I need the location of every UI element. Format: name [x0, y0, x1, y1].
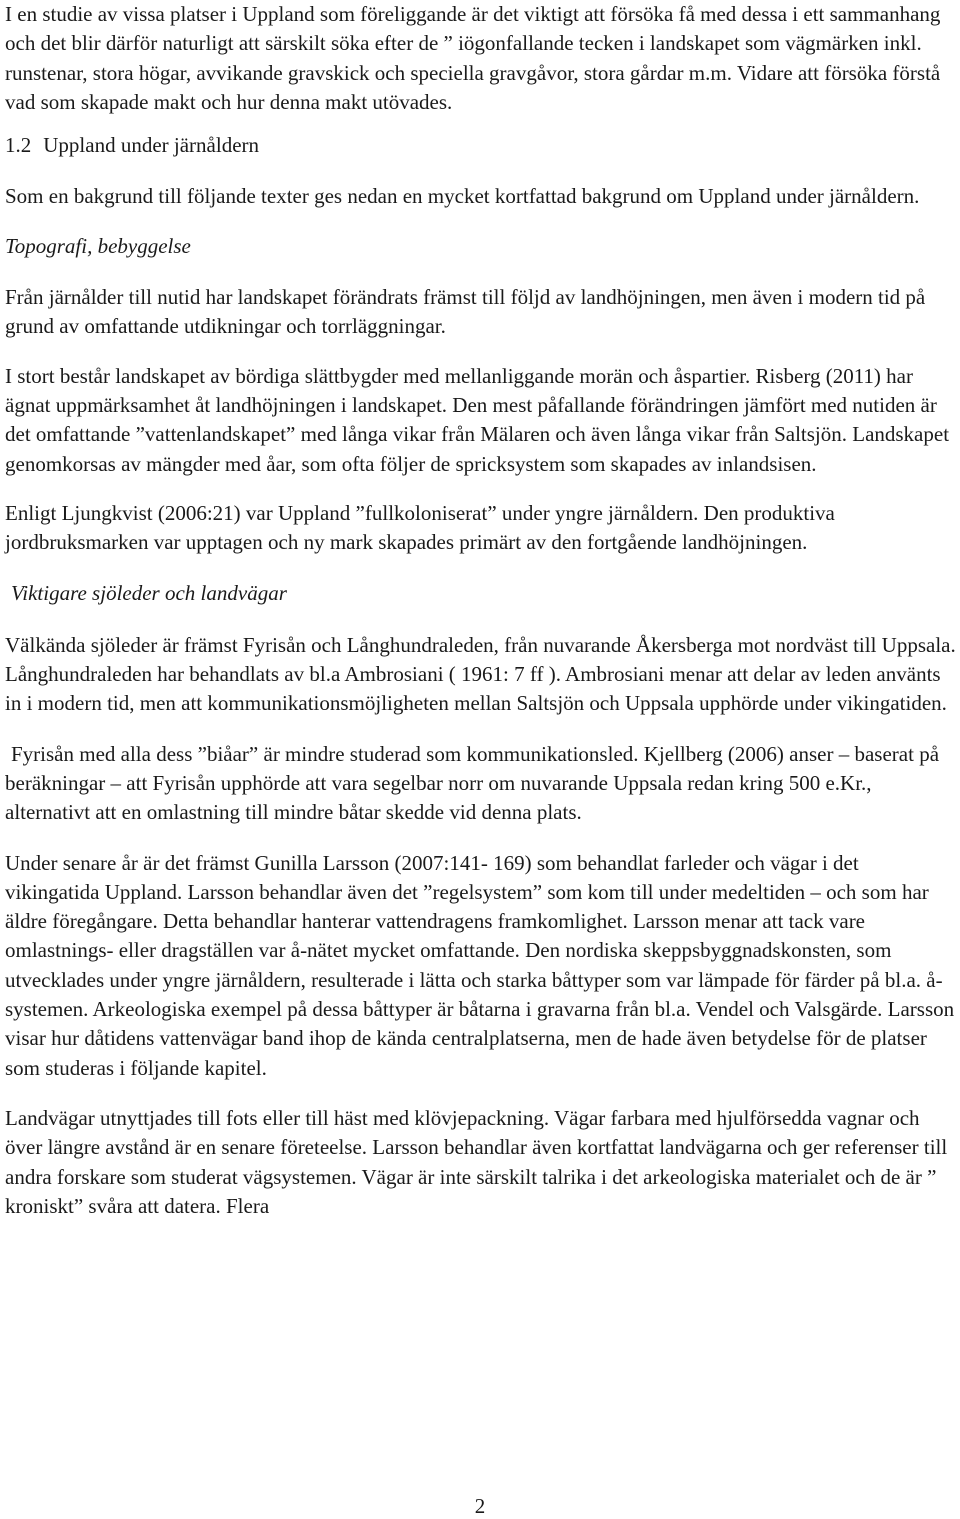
topografi-heading: Topografi, bebyggelse [5, 233, 191, 258]
section-number: 1.2 [5, 133, 32, 158]
sjoleder-paragraph-4: Landvägar utnyttjades till fots eller till häst med klövjepackning. Vägar farbara med hjulförsedda vagnar och över längre avstånd är en senare företeelse. Larsson behandlar även kortfattat landvägarna och ger referenser till andra forskare som studerat vägsystemen. Vägar är inte särskilt talrika i det arkeologiska materialet och de är ” kroniskt” svåra att datera. Flera [5, 1105, 948, 1218]
sjoleder-paragraph-3: Under senare år är det främst Gunilla Larsson (2007:141- 169) som behandlat farleder och vägar i det vikingatida Uppland. Larsson behandlar även det ”regelsystem” som kom till under medeltiden – och som har äldre föregångare. Detta behandlar hanterar vattendragens framkomlighet. Larsson menar att tack vare omlastnings- eller dragställen var å-nätet mycket omfattande. Den nordiska skeppsbyggnadskonsten, som utvecklades under yngre järnåldern, resulterade i lätta och starka båttyper som var lämpade för färder på bl.a. å-systemen. Arkeologiska exempel på dessa båttyper är båtarna i gravarna från bl.a. Vendel och Valsgärde. Larsson visar hur dåtidens vattenvägar band ihop de kända centralplatserna, men de hade även betydelse för de platser som studeras i följande kapitel. [5, 850, 955, 1080]
sjoleder-paragraph-2: Fyrisån med alla dess ”biåar” är mindre studerad som kommunikationsled. Kjellberg (2006) anser – baserat på beräkningar – att Fyrisån upphörde att vara segelbar norr om nuvarande Uppsala redan kring 500 e.Kr., alternativt att en omlastning till mindre båtar skedde vid denna plats. [5, 741, 940, 825]
sjoleder-heading: Viktigare sjöleder och landvägar [11, 581, 287, 606]
topografi-paragraph-3: Enligt Ljungkvist (2006:21) var Uppland ”fullkoloniserat” under yngre järnåldern. Den produktiva jordbruksmarken var upptagen och ny mark skapades primärt av den fortgående landhöjningen. [5, 500, 835, 555]
intro-paragraph: I en studie av vissa platser i Uppland som föreliggande är det viktigt att försöka få med dessa i ett sammanhang och det blir därför naturligt att särskilt söka efter de ” iögonfallande tecken i landskapet som vägmärken inkl. runstenar, stora högar, avvikande gravskick och speciella gravgåvor, stora gårdar m.m. Vidare att försöka förstå vad som skapade makt och hur denna makt utövades. [5, 2, 941, 114]
section-intro-paragraph: Som en bakgrund till följande texter ges nedan en mycket kortfattad bakgrund om Uppland under järnåldern. [5, 184, 920, 209]
section-title: Uppland under järnåldern [43, 133, 260, 158]
sjoleder-paragraph-1: Välkända sjöleder är främst Fyrisån och Långhundraleden, från nuvarande Åkersberga mot nordväst till Uppsala. Långhundraleden har behandlats av bl.a Ambrosiani ( 1961: 7 ff ). Ambrosiani menar att delar av leden använts in i modern tid, men att kommunikationsmöjligheten mellan Saltsjön och Uppsala upphörde under vikingatiden. [5, 632, 956, 716]
section-heading [5, 131, 957, 160]
document-page [5, 0, 957, 1221]
topografi-paragraph-1: Från järnålder till nutid har landskapet förändrats främst till följd av landhöjningen, men även i modern tid på grund av omfattande utdikningar och torrläggningar. [5, 285, 926, 339]
page-number: 2 [474, 1494, 486, 1518]
topografi-paragraph-2: I stort består landskapet av bördiga slättbygder med mellanliggande morän och åspartier. Risberg (2011) har ägnat uppmärksamhet åt landhöjningen i landskapet. Den mest påfallande förändringen jämfört med nutiden är det omfattande ”vattenlandskapet” med långa vikar från Mälaren och även långa vikar från Saltsjön. Landskapet genomkorsas av mängder med åar, som ofta följer de spricksystem som skapades av inlandsisen. [5, 363, 950, 476]
